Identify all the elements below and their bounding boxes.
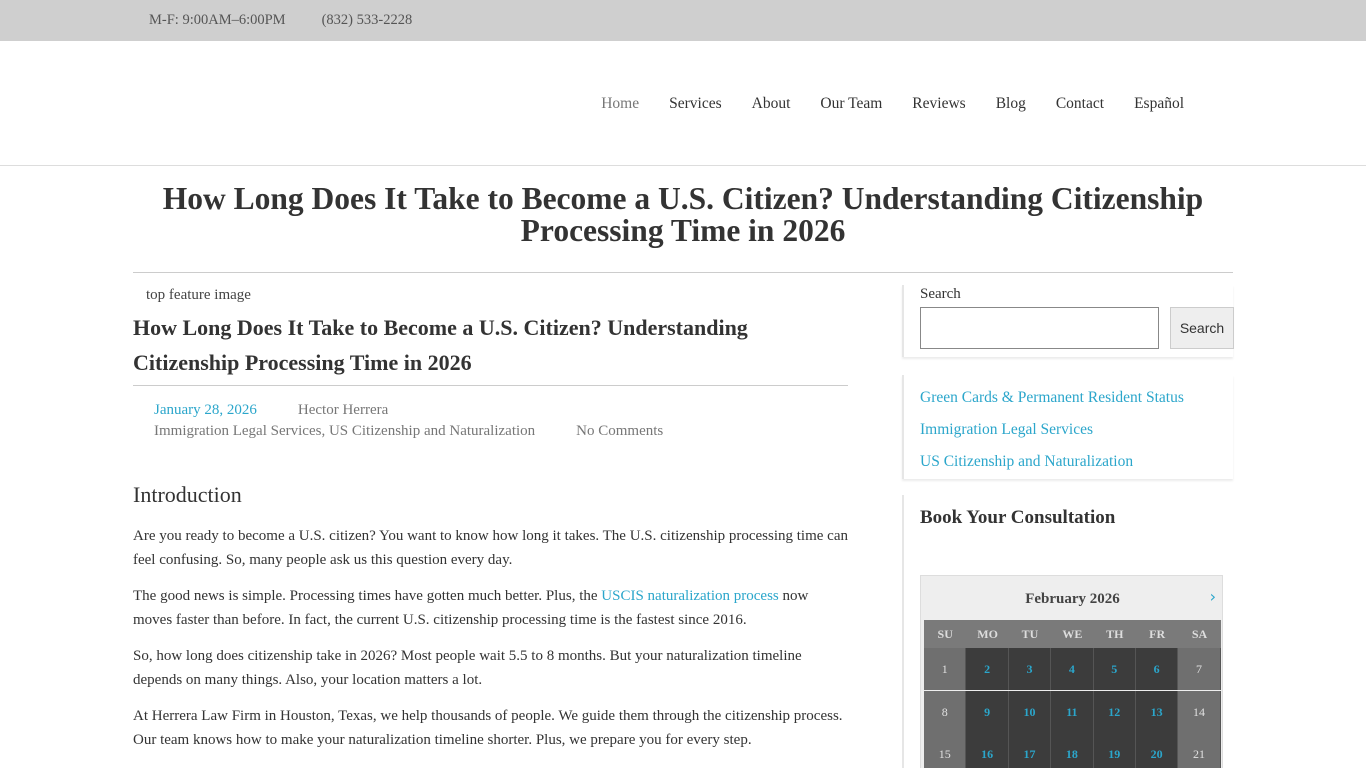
calendar-day: 21 [1178, 733, 1220, 768]
calendar-week [924, 648, 1221, 691]
uscis-link[interactable]: USCIS naturalization process [601, 588, 779, 604]
nav-about[interactable]: About [751, 94, 791, 112]
calendar-day: 15 [924, 733, 966, 768]
top-bar [0, 0, 1366, 41]
booking-calendar [920, 575, 1223, 768]
weekday: TH [1106, 627, 1124, 641]
nav-contact[interactable]: Contact [1055, 94, 1105, 112]
calendar-day: 1 [924, 648, 966, 690]
calendar-grid [924, 620, 1221, 768]
facebook-icon[interactable] [1173, 12, 1182, 23]
weekday: WE [1062, 627, 1083, 641]
calendar-day: 8 [924, 691, 966, 733]
calendar-day-available[interactable]: 19 [1094, 733, 1136, 768]
calendar-day-available[interactable]: 10 [1009, 691, 1051, 733]
calendar-month: February 2026 [1025, 591, 1120, 607]
sidebar-search [902, 285, 1233, 357]
phone-icon [306, 16, 316, 26]
calendar-day-available[interactable]: 6 [1136, 648, 1178, 690]
folder-icon [133, 427, 142, 437]
weekday: MO [977, 627, 998, 641]
post-categories-item [133, 421, 535, 442]
post-date-item [133, 400, 257, 421]
search-button[interactable]: Search [1170, 307, 1234, 349]
post-categories[interactable]: Immigration Legal Services, US Citizenship and Naturalization [154, 423, 536, 439]
paragraph-2-text-a: The good news is simple. Processing times have gotten much better. Plus, the [133, 588, 602, 604]
calendar-day-available[interactable]: 9 [966, 691, 1008, 733]
nav-services[interactable]: Services [669, 94, 722, 112]
calendar-days [924, 648, 1221, 768]
calendar-day-available[interactable]: 17 [1009, 733, 1051, 768]
sidebar-categories [902, 375, 1233, 479]
social-links [1173, 12, 1226, 23]
paragraph-1: Are you ready to become a U.S. citizen? You want to know how long it takes. The U.S. citizenship processing time can feel confusing. So, many people ask us this question every day. [133, 528, 848, 568]
user-icon [277, 406, 286, 416]
calendar-day-available[interactable]: 13 [1136, 691, 1178, 733]
post-title: How Long Does It Take to Become a U.S. Citizen? Understanding Citizenship Processing Time in 2026 [133, 310, 848, 386]
main-nav [571, 41, 1225, 166]
search-input[interactable] [920, 307, 1159, 349]
business-hours: M-F: 9:00AM–6:00PM [149, 12, 286, 28]
calendar-day-available[interactable]: 3 [1009, 648, 1051, 690]
category-link-immigration[interactable]: Immigration Legal Services [920, 421, 1094, 438]
nav-home[interactable]: Home [601, 94, 640, 112]
calendar-day-available[interactable]: 11 [1051, 691, 1093, 733]
instagram-icon[interactable] [1195, 12, 1204, 23]
clock-icon [133, 16, 143, 26]
search-icon[interactable] [1216, 99, 1225, 109]
post-author[interactable]: Hector Herrera [297, 402, 389, 418]
calendar-week [924, 733, 1221, 768]
feature-image-alt: top feature image [146, 286, 251, 303]
post-comments-item [555, 421, 663, 442]
meta-row-2 [133, 421, 848, 442]
page-title: How Long Does It Take to Become a U.S. Citizen? Understanding Citizenship Processing Time in 2026 [162, 181, 1204, 248]
calendar-day-available[interactable]: 18 [1051, 733, 1093, 768]
search-label: Search [920, 286, 961, 302]
section-heading: Introduction [133, 482, 242, 507]
paragraph-2 [133, 584, 848, 632]
weekday: SU [937, 627, 953, 641]
post-date[interactable]: January 28, 2026 [154, 402, 257, 418]
calendar-day: 7 [1178, 648, 1220, 690]
contact-info [133, 0, 432, 41]
calendar-day-available[interactable]: 5 [1094, 648, 1136, 690]
meta-row-1 [133, 400, 848, 421]
hours-item [133, 12, 286, 29]
category-link-green-cards[interactable]: Green Cards & Permanent Resident Status [920, 389, 1184, 406]
calendar-day: 14 [1178, 691, 1220, 733]
calendar-day-available[interactable]: 12 [1094, 691, 1136, 733]
youtube-icon[interactable] [1217, 12, 1226, 23]
calendar-day-available[interactable]: 16 [966, 733, 1008, 768]
paragraph-4: At Herrera Law Firm in Houston, Texas, we help thousands of people. We guide them through the citizenship process. Our team knows how to make your naturalization timeline shorter. Plus, we prepare you for every step. [133, 708, 843, 748]
booking-title: Book Your Consultation [920, 507, 1116, 528]
post-author-item [277, 400, 388, 421]
phone-number[interactable]: (832) 533-2228 [321, 12, 413, 28]
broken-image-icon [133, 288, 146, 302]
paragraph-2-text-b: now moves faster than before. In fact, the current U.S. citizenship processing time is the fastest since 2016. [133, 588, 809, 628]
post-meta [133, 400, 848, 442]
calendar-week [924, 691, 1221, 734]
calendar-day-available[interactable]: 2 [966, 648, 1008, 690]
weekday: SA [1191, 627, 1208, 641]
post-comments[interactable]: No Comments [576, 423, 664, 439]
nav-our-team[interactable]: Our Team [820, 94, 883, 112]
weekday: TU [1021, 627, 1039, 641]
weekday: FR [1149, 627, 1166, 641]
article [133, 284, 848, 752]
calendar-day-available[interactable]: 4 [1051, 648, 1093, 690]
next-month-icon[interactable]: › [1209, 587, 1216, 606]
category-link-citizenship[interactable]: US Citizenship and Naturalization [920, 453, 1134, 470]
title-divider [133, 272, 1233, 273]
calendar-weekdays [924, 620, 1221, 648]
calendar-icon [133, 406, 142, 416]
nav-blog[interactable]: Blog [995, 94, 1026, 112]
calendar-day-available[interactable]: 20 [1136, 733, 1178, 768]
paragraph-3: So, how long does citizenship take in 2026? Most people wait 5.5 to 8 months. But your naturalization timeline depends on many things. Also, your location matters a lot. [133, 648, 802, 688]
nav-espanol[interactable]: Español [1134, 94, 1184, 112]
feature-image [133, 284, 848, 306]
phone-item[interactable] [306, 12, 413, 29]
comment-icon [555, 427, 564, 437]
nav-reviews[interactable]: Reviews [912, 94, 966, 112]
sidebar-booking [902, 495, 1233, 768]
site-header [0, 41, 1366, 166]
